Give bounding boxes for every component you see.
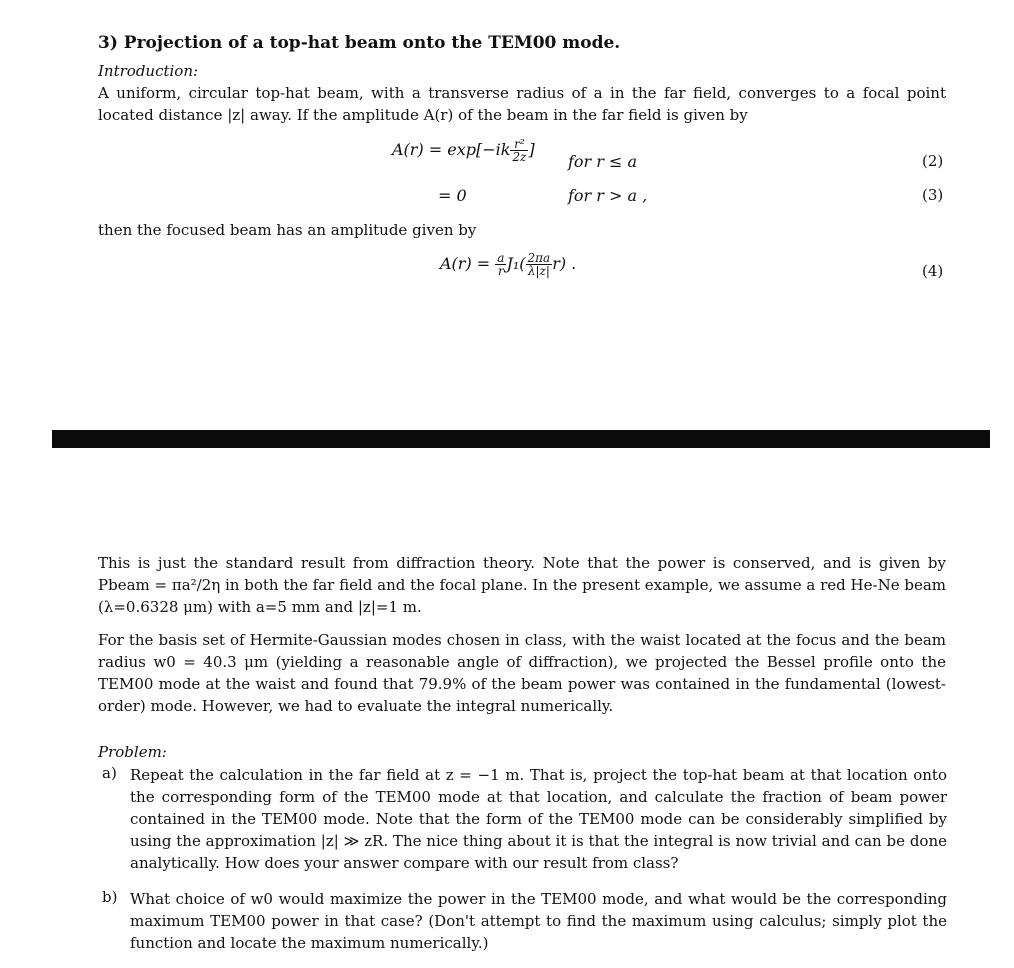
eq2-condition: for r ≤ a xyxy=(568,152,638,171)
section-heading: 3) Projection of a top-hat beam onto the TEM00 mode. xyxy=(98,33,621,53)
problem-a-marker: a) xyxy=(102,764,117,782)
eq4-fraction-argument: $\frac{2\pi a}{\lambda|z|}$ xyxy=(527,251,551,278)
problem-b-text: What choice of w0 would maximize the power in the TEM00 mode, and what would be the corresponding maximum TEM00 power in that case? (Don't attempt to find the maximum using calculus; simply plot the function and locate the maximum numerically.) xyxy=(130,890,947,952)
redaction-bar xyxy=(52,430,990,448)
eq3-condition: for r > a , xyxy=(568,186,648,205)
diffraction-paragraph: This is just the standard result from diffraction theory. Note that the power is conserved, and is given by Pbeam = πa²/2η in both the far field and the focal plane. In the present example, we assume a red He-Ne beam (λ=0.6328 μm) with a=5 mm and |z|=1 m. xyxy=(98,554,946,616)
equation-4: A(r) = $\frac{a}{r}$ J₁( $\frac{2\pi a}{\lambda|z|}$ r) . xyxy=(440,251,577,278)
basis-paragraph: For the basis set of Hermite-Gaussian modes chosen in class, with the waist located at the focus and the beam radius w0 = 40.3 μm (yielding a reasonable angle of diffraction), we projected the Bessel profile onto the TEM00 mode at the waist and found that 79.9% of the beam power was contained in the fundamental (lowest-order) mode. However, we had to evaluate the integral numerically. xyxy=(98,631,946,715)
focused-beam-text: then the focused beam has an amplitude given by xyxy=(98,221,477,239)
eq2-lhs: A(r) = exp[−ik xyxy=(392,140,511,159)
problem-a-text: Repeat the calculation in the far field at z = −1 m. That is, project the top-hat beam at that location onto the corresponding form of the TEM00 mode at that location, and calculate the fraction of beam power contained in the TEM00 mode. Note that the form of the TEM00 mode can be considerably simplified by using the approximation |z| ≫ zR. The nice thing about it is that the integral is now trivial and can be done analytically. How does your answer compare with our result from class? xyxy=(130,766,947,872)
eq4-fraction-a-r: $\frac{a}{r}$ xyxy=(497,251,505,278)
introduction-paragraph: A uniform, circular top-hat beam, with a transverse radius of a in the far field, converges to a focal point located distance |z| away. If the amplitude A(r) of the beam in the far field is given by xyxy=(98,84,946,124)
eq4-number: (4) xyxy=(922,262,944,280)
eq2-fraction: $\frac{\text{r²}}{2z}$ xyxy=(512,137,527,164)
problem-b-marker: b) xyxy=(102,888,118,906)
introduction-label: Introduction: xyxy=(98,62,199,80)
eq3-number: (3) xyxy=(922,186,944,204)
equation-2: A(r) = exp[−ik $\frac{\text{r²}}{2z}$ ] xyxy=(392,137,535,164)
problem-label: Problem: xyxy=(98,743,167,761)
eq2-number: (2) xyxy=(922,152,944,170)
equation-3: = 0 xyxy=(438,186,467,205)
